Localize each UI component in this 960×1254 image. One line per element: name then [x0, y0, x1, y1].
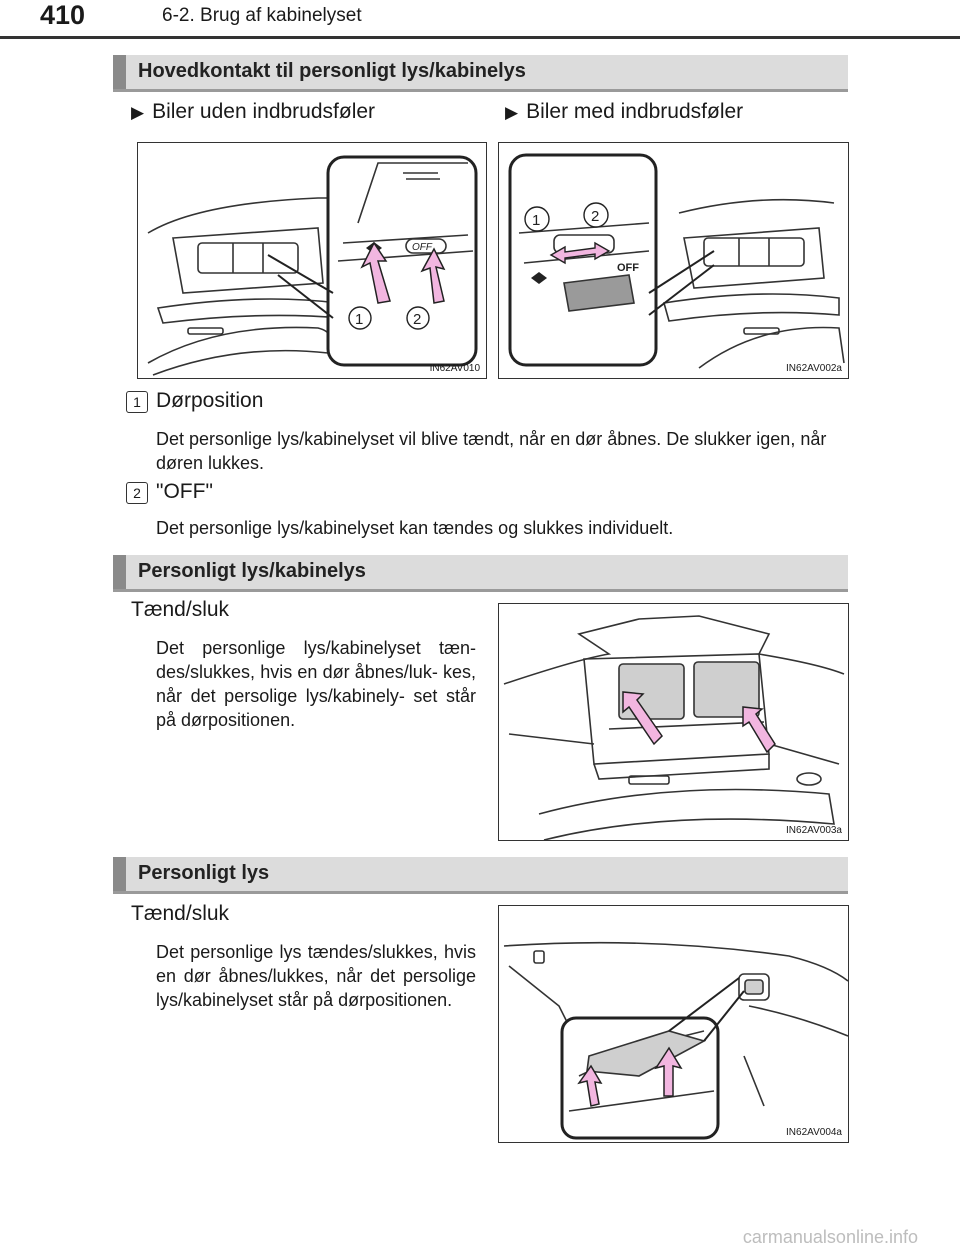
section-bar: [113, 55, 126, 89]
chapter-title: 6-2. Brug af kabinelyset: [162, 5, 362, 26]
callout-1: 1: [355, 311, 364, 328]
rear-ceiling-illustration: [499, 906, 848, 1142]
item-label-off: "OFF": [156, 480, 213, 503]
figure-code: IN62AV010: [429, 363, 480, 374]
section-title: Personligt lys/kabinelys: [138, 560, 366, 582]
callout-1: 1: [532, 212, 541, 229]
console-illustration: [499, 604, 848, 840]
callout-2: 2: [413, 311, 422, 328]
triangle-bullet-icon: ▶: [505, 103, 519, 122]
section-heading-main-switch: [113, 55, 848, 92]
item-number-badge: 2: [126, 482, 148, 504]
header-rule: [0, 36, 960, 39]
variant-label-with-sensor: ▶ Biler med indbrudsføler: [505, 100, 744, 123]
section-heading-interior-light: [113, 555, 848, 592]
watermark: carmanualsonline.info: [742, 1227, 918, 1247]
section-text: Det personlige lys tændes/slukkes, hvis en dør åbnes/lukkes, når det persolige lys/kabinelyset står på dørpositionen.: [156, 942, 476, 1010]
figure-interior-lights: [498, 603, 849, 841]
section-text: Det personlige lys/kabinelyset tæn- des/slukkes, hvis en dør åbnes/luk- kes, når det persolige lys/kabinely- set står på dørpositionen.: [156, 638, 476, 730]
callout-2: 2: [591, 208, 600, 225]
section-heading-personal-light: [113, 857, 848, 894]
figure-code: IN62AV004a: [786, 1127, 842, 1138]
figure-code: IN62AV002a: [786, 363, 842, 374]
variant-label-without-sensor: ▶ Biler uden indbrudsføler: [131, 100, 376, 123]
section-title: Hovedkontakt til personligt lys/kabinelys: [138, 60, 526, 82]
item-description: Det personlige lys/kabinelyset kan tændes og slukkes individuelt.: [156, 518, 674, 538]
item-description: Det personlige lys/kabinelyset vil blive tændt, når en dør åbnes. De slukker igen, når døren lukkes.: [156, 429, 827, 473]
page-number: 410: [40, 0, 86, 30]
item-number-badge: 1: [126, 391, 148, 413]
off-label: OFF: [617, 262, 639, 274]
subheading-on-off: Tænd/sluk: [131, 598, 230, 621]
section-bar: [113, 857, 126, 891]
triangle-bullet-icon: ▶: [131, 103, 145, 122]
figure-switch-without-sensor: [137, 142, 487, 379]
item-label-door-position: Dørposition: [156, 389, 264, 412]
figure-switch-with-sensor: [498, 142, 849, 379]
section-bar: [113, 555, 126, 589]
subheading-on-off: Tænd/sluk: [131, 902, 230, 925]
console-illustration: [138, 143, 486, 378]
console-illustration: [499, 143, 848, 378]
figure-code: IN62AV003a: [786, 825, 842, 836]
figure-personal-light: [498, 905, 849, 1143]
section-title: Personligt lys: [138, 862, 270, 884]
off-label: OFF: [412, 242, 432, 253]
